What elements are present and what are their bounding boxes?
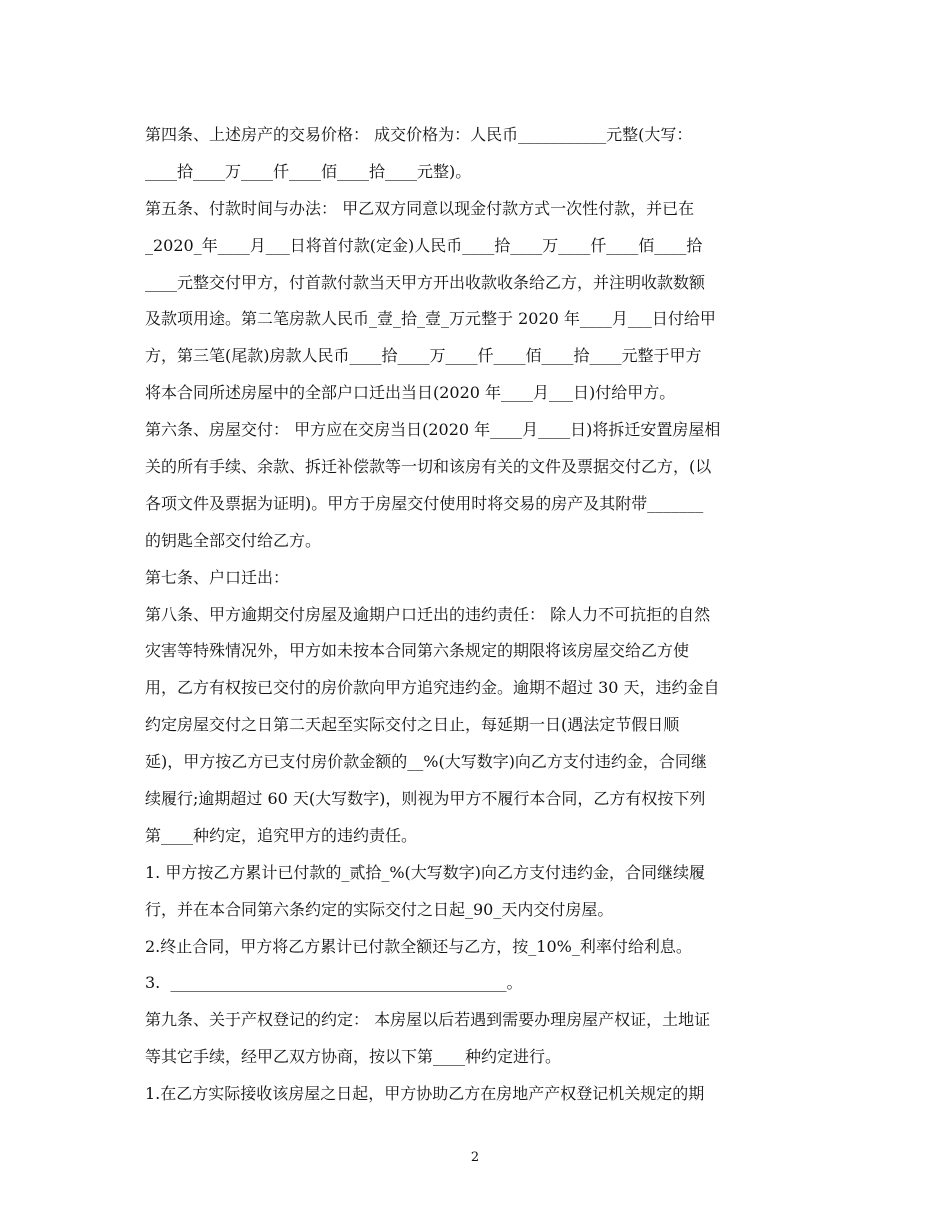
document-body [145,117,805,1113]
text-line: _2020_年____月___日将首付款(定金)人民币____拾____万____仟____佰____拾 [145,235,703,255]
text-line: 将本合同所述房屋中的全部户口迁出当日(2020 年____月___日)付给甲方。 [145,383,676,403]
text-line: 约定房屋交付之日第二天起至实际交付之日止，每延期一日(遇法定节假日顺 [145,715,680,735]
text-line: 关的所有手续、余款、拆迁补偿款等一切和该房有关的文件及票据交付乙方，(以 [145,457,712,477]
text-line: 灾害等特殊情况外，甲方如未按本合同第六条规定的期限将该房屋交给乙方使 [145,641,690,661]
text-line: 第九条、关于产权登记的约定： 本房屋以后若遇到需要办理房屋产权证，土地证 [145,1010,711,1030]
text-line: 第四条、上述房产的交易价格： 成交价格为：人民币___________元整(大写： [145,125,693,144]
text-line: 各项文件及票据为证明)。甲方于房屋交付使用时将交易的房产及其附带_______ [145,493,704,513]
text-line: ____元整交付甲方，付首款付款当天甲方开出收款收条给乙方，并注明收款数额 [145,272,706,292]
text-line: 续履行;逾期超过 60 天(大写数字)，则视为甲方不履行本合同，乙方有权按下列 [145,789,706,809]
text-line: 第七条、户口迁出： [145,567,290,587]
text-line: 1. 甲方按乙方累计已付款的_贰拾_%(大写数字)向乙方支付违约金，合同继续履 [145,862,706,882]
text-line: 延)，甲方按乙方已支付房价款金额的__%(大写数字)向乙方支付违约金，合同继 [145,752,707,772]
text-line: 第六条、房屋交付： 甲方应在交房当日(2020 年____月____日)将拆迁安置房屋相 [145,420,721,440]
text-line: 第五条、付款时间与办法： 甲乙双方同意以现金付款方式一次性付款，并已在 [145,198,695,218]
text-line: 用，乙方有权按已交付的房价款向甲方追究违约金。逾期不超过 30 天，违约金自 [145,678,720,698]
text-line: 等其它手续，经甲乙双方协商，按以下第____种约定进行。 [145,1047,562,1067]
text-line: 2.终止合同，甲方将乙方累计已付款全额还与乙方，按_10%_利率付给利息。 [145,936,692,956]
text-line: 1.在乙方实际接收该房屋之日起，甲方协助乙方在房地产产权登记机关规定的期 [145,1084,705,1104]
text-line: 第八条、甲方逾期交付房屋及逾期户口迁出的违约责任： 除人力不可抗拒的自然 [145,604,711,624]
text-line: 第____种约定，追究甲方的违约责任。 [145,825,418,845]
page-number: 2 [470,1150,480,1165]
text-line: 及款项用途。第二笔房款人民币_壹_拾_壹_万元整于 2020 年____月___日付给甲 [145,309,716,329]
text-line: 3. __________________________________________。 [145,973,523,993]
text-line: ____拾____万____仟____佰____拾____元整)。 [145,161,472,181]
text-line: 方，第三笔(尾款)房款人民币____拾____万____仟____佰____拾____元整于甲方 [145,346,702,366]
text-line: 行，并在本合同第六条约定的实际交付之日起_90_天内交付房屋。 [145,899,614,919]
text-line: 的钥匙全部交付给乙方。 [145,530,322,550]
